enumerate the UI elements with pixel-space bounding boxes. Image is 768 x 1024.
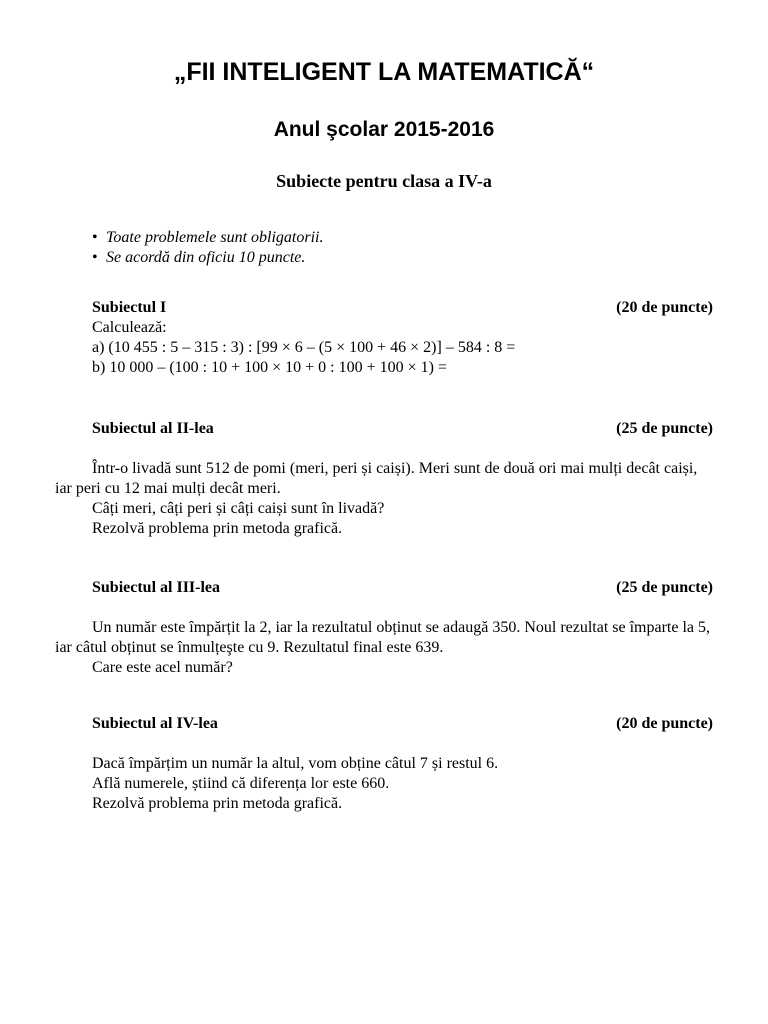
task-line: Calculează: [92, 319, 167, 336]
problem-paragraph: Într-o livadă sunt 512 de pomi (meri, peri și caiși). Meri sunt de două ori mai mulți decât caiși, iar peri cu 12 mai mulți decât meri. [55, 460, 698, 497]
task-line: Rezolvă problema prin metoda grafică. [92, 520, 343, 537]
section-points: (25 de puncte) [616, 420, 713, 437]
section-points: (25 de puncte) [616, 579, 713, 596]
school-year: Anul şcolar 2015-2016 [273, 118, 495, 141]
task-line: b) 10 000 – (100 : 10 + 100 × 10 + 0 : 100 + 100 × 1) = [92, 359, 448, 376]
section-title: Subiectul al II-lea [92, 420, 214, 437]
problem-paragraph: Un număr este împărțit la 2, iar la rezultatul obținut se adaugă 350. Noul rezultat se împarte la 5, iar câtul obținut se înmulțeşte cu 9. Rezultatul final este 639. [55, 619, 711, 656]
section-subject-3 [55, 578, 713, 678]
instructions-list [92, 228, 692, 268]
instruction-item [92, 248, 692, 268]
section-header [55, 298, 713, 318]
bullet-icon: • [92, 249, 98, 266]
section-header [55, 714, 713, 734]
document-title: „FII INTELIGENT LA MATEMATICĂ“ [173, 58, 595, 86]
instruction-item [92, 228, 692, 248]
instruction-text: Toate problemele sunt obligatorii. [106, 229, 324, 246]
section-header [55, 419, 713, 439]
task-line: Care este acel număr? [92, 659, 233, 676]
section-title: Subiectul I [92, 299, 167, 316]
grade-subtitle: Subiecte pentru clasa a IV-a [276, 171, 492, 191]
section-points: (20 de puncte) [616, 299, 713, 316]
section-subject-4 [55, 714, 713, 814]
task-line: Rezolvă problema prin metoda grafică. [92, 795, 343, 812]
task-line: Află numerele, știind că diferența lor este 660. [92, 775, 390, 792]
task-line: a) (10 455 : 5 – 315 : 3) : [99 × 6 – (5 × 100 + 46 × 2)] – 584 : 8 = [92, 339, 516, 356]
section-header [55, 578, 713, 598]
task-line: Dacă împărțim un număr la altul, vom obține câtul 7 și restul 6. [92, 755, 499, 772]
section-points: (20 de puncte) [616, 715, 713, 732]
section-title: Subiectul al III-lea [92, 579, 221, 596]
section-title: Subiectul al IV-lea [92, 715, 218, 732]
task-line: Câți meri, câți peri și câți caiși sunt în livadă? [92, 500, 385, 517]
bullet-icon: • [92, 229, 98, 246]
section-subject-1 [55, 298, 713, 378]
section-subject-2 [55, 419, 713, 539]
instruction-text: Se acordă din oficiu 10 puncte. [106, 249, 306, 266]
